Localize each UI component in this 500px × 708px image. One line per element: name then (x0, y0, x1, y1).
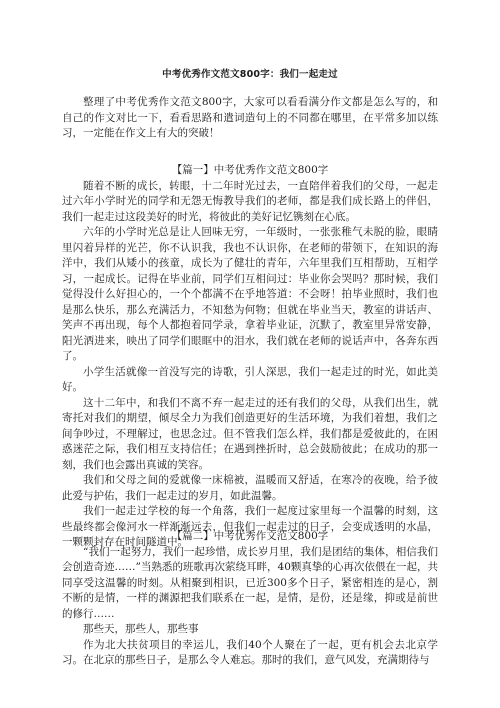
section-paragraph: 六年的小学时光总是让人回味无穷，一年级时，一张张稚气未脱的脸，眼睛里闪着异样的光芒，你不认识我，我也不认识你，在老师的带领下，在知识的海洋中，我们从矮小的孩童，成长为了健壮的青年，六年里我们互相帮助，互相学习，一起成长。记得在毕业前，同学们互相问过：毕业你会哭吗？那时候，我们觉得没什么好担心的，一个个都满不在乎地答道：不会呀！拍毕业照时，我们也是那么快乐，那么充满活力，不知愁为何物；但就在毕业当天，教室的讲话声、笑声不再出现，每个人都抱着同学录，拿着毕业证，沉默了，教室里异常安静，阳光洒进来，映出了同学们眼眶中的泪水，我们就在老师的说话声中，各奔东西了。 (62, 226, 438, 362)
section-heading: 【篇二】中考优秀作文范文800字 (171, 530, 329, 542)
document-title: 中考优秀作文范文800字：我们一起走过 (162, 69, 338, 80)
section-two (62, 529, 438, 669)
section-paragraph: 随着不断的成长，转眼，十二年时光过去，一直陪伴着我们的父母，一起走过六年小学时光的同学和无怨无悔教导我们的老师，都是我们成长路上的伴侣，我们一起走过这段美好的时光，将彼此的美好记忆镌刻在心底。 (62, 179, 438, 223)
section-paragraph: 作为北大扶贫项目的幸运儿，我们40个人聚在了一起，更有机会去北京学习。在北京的那些日子，是那么令人难忘。那时的我们，意气风发，充满期待与 (62, 638, 438, 666)
section-subheading: 那些天，那些人，那些事 (83, 623, 199, 635)
section-paragraph: 这十二年中，和我们不离不弃一起走过的还有我们的父母，从我们出生，就寄托对我们的期望，倾尽全力为我们创造更好的生活环境，为我们着想，我们之间争吵过，不理解过，也思念过。但不管我们怎么样，我们都是爱彼此的，在困惑迷茫之际，我们相互支持信任；在遇到挫折时，总会鼓励彼此；在成功的那一刻，我们也会露出真诚的笑容。 (62, 396, 438, 471)
section-paragraph: “我们一起努力，我们一起珍惜，成长岁月里，我们是团结的集体，相信我们会创造奇迹……”当熟悉的班歌再次萦绕耳畔，40颗真挚的心再次依偎在一起，共同享受这温馨的时刻。从相聚到相识，已近300多个日子，紧密相连的是心，割不断的是情，一样的渊源把我们联系在一起，是情，是份，还是缘，抑或是前世的修行…… (62, 545, 438, 620)
section-one (62, 163, 438, 551)
intro-paragraph: 整理了中考优秀作文范文800字，大家可以看看满分作文都是怎么写的，和自己的作文对比一下，看看思路和遣词造句上的不同都在哪里，在平常多加以练习，一定能在作文上有大的突破！ (62, 96, 438, 139)
section-paragraph: 小学生活就像一首没写完的诗歌，引人深思，我们一起走过的时光，如此美好。 (62, 365, 438, 393)
section-paragraph: 我们一起走过学校的每一个角落，我们一起度过家里每一个温馨的时刻，这些最终都会像河水一样渐渐远去，但我们一起走过的日子，会变成透明的水晶，一颗颗封存在时间隧道中。 (62, 505, 438, 548)
section-heading: 【篇一】中考优秀作文范文800字 (171, 164, 329, 176)
section-paragraph: 我们和父母之间的爱就像一床棉被，温暖而又舒适，在寒冷的夜晚，给予彼此爱与护佑，我们一起走过的岁月，如此温馨。 (62, 474, 438, 502)
